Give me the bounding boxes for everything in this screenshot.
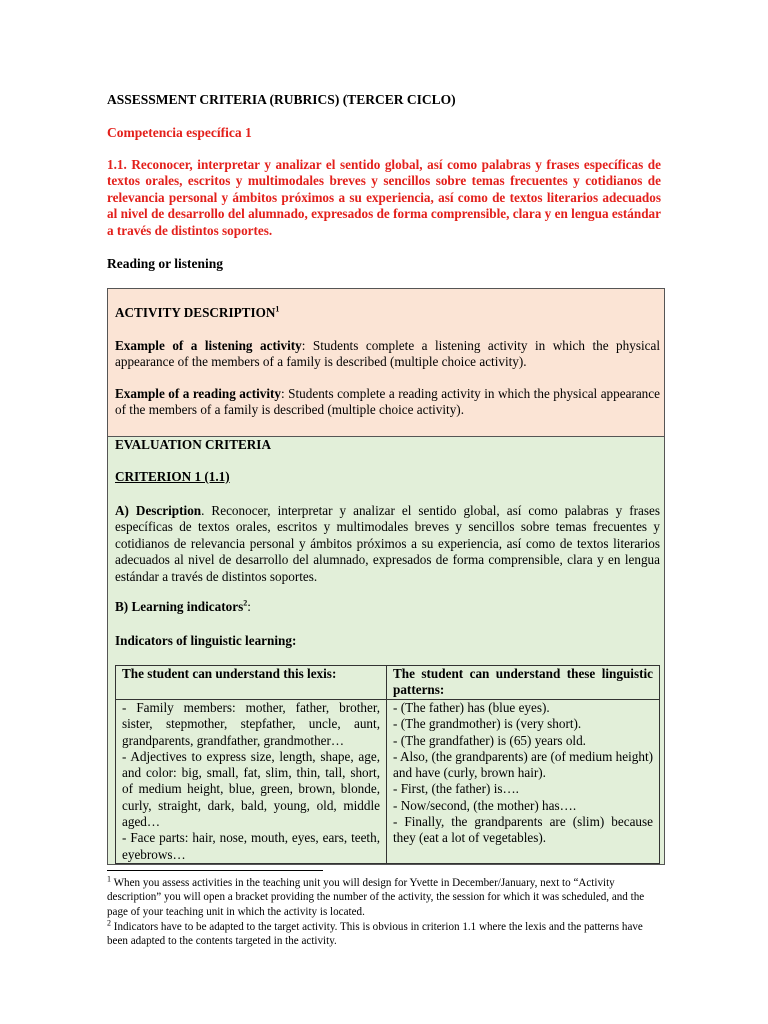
listening-text: : Students complete a listening activity in which the physical appearance of the members of a family is described (multiple choice activity). [115, 338, 661, 370]
learning-indicators-heading [115, 599, 660, 615]
page-title: ASSESSMENT CRITERIA (RUBRICS) (TERCER CICLO) [107, 92, 456, 107]
listening-example [115, 338, 660, 371]
lexis-item: - Adjectives to express size, length, shape, age, and color: big, small, fat, slim, thin, tall, short, of medium height, blue, green, brown, blonde, curly, straight, dark, bald, young, old, middle aged… [122, 748, 380, 830]
activity-heading-text: ACTIVITY DESCRIPTION [115, 305, 276, 320]
activity-description-box [107, 288, 665, 437]
evaluation-heading: EVALUATION CRITERIA [115, 437, 271, 452]
reading-label: Example of a reading activity [115, 386, 282, 401]
evaluation-criteria-box [107, 436, 665, 865]
footnote-text: When you assess activities in the teaching unit you will design for Yvette in December/January, next to “Activity description” you will open a bracket providing the number of the activity, the session for which it was scheduled, and the page of your teaching unit in which the activity is located. [107, 877, 645, 918]
footnote-2 [107, 920, 661, 949]
reading-example [115, 386, 660, 419]
table-row [116, 700, 660, 864]
pattern-item: - (The grandmother) is (very short). [393, 716, 582, 732]
footnote-1 [107, 876, 661, 919]
lexis-item: - Face parts: hair, nose, mouth, eyes, ears, teeth, eyebrows… [122, 830, 380, 862]
competencia-heading: Competencia específica 1 [107, 125, 252, 140]
description-text: . Reconocer, interpretar y analizar el sentido global, así como palabras y frases específicas de textos orales, escritos y multimodales breves y sencillos sobre temas frecuentes y cotidianos de relevancia personal y ámbitos próximos a su experiencia, así como de textos literarios adecuados al nivel de desarrollo del alumnado, expresados de forma comprensible, clara y en lengua estándar a través de distintos soportes. [115, 503, 660, 584]
patterns-cell [387, 700, 660, 864]
linguistic-learning-heading: Indicators of linguistic learning: [115, 633, 297, 648]
footnote-text: Indicators have to be adapted to the target activity. This is obvious in criterion 1.1 where the lexis and the patterns have been adapted to the contents targeted in the activity. [107, 921, 643, 948]
pattern-item: - First, (the father) is…. [393, 781, 519, 797]
lexis-cell [116, 700, 387, 864]
indicators-label: B) Learning indicators [115, 599, 244, 614]
lexis-header: The student can understand this lexis: [116, 666, 387, 700]
footnote-mark: 2 [107, 918, 111, 928]
table-header-row [116, 666, 660, 700]
pattern-item: - (The grandfather) is (65) years old. [393, 732, 586, 748]
footnote-mark: 1 [107, 874, 111, 884]
pattern-item: - Finally, the grandparents are (slim) because they (eat a lot of vegetables). [393, 814, 653, 846]
activity-heading [115, 305, 660, 321]
criterion-heading: CRITERION 1 (1.1) [115, 469, 230, 484]
description-label: A) Description [115, 503, 202, 518]
footnote-separator [107, 870, 323, 871]
listening-label: Example of a listening activity [115, 338, 302, 353]
reading-text: : Students complete a reading activity in which the physical appearance of the members of a family is described (multiple choice activity). [115, 386, 660, 418]
criterion-statement: 1.1. Reconocer, interpretar y analizar el sentido global, así como palabras y frases específicas de textos orales, escritos y multimodales breves y sencillos sobre temas frecuentes y cotidianos de relevancia personal y ámbitos próximos a su experiencia, así como de textos literarios adecuados al nivel de desarrollo del alumnado, expresados de forma comprensible, clara y en lengua estándar a través de distintos soportes. [107, 157, 661, 238]
indicators-table [115, 665, 660, 864]
pattern-item: - (The father) has (blue eyes). [393, 700, 550, 715]
pattern-item: - Now/second, (the mother) has…. [393, 797, 577, 813]
reading-heading: Reading or listening [107, 256, 224, 271]
footnote-ref-1: 1 [275, 304, 280, 314]
pattern-item: - Also, (the grandparents) are (of medium height) and have (curly, brown hair). [393, 748, 654, 781]
footnote-ref-2: 2 [243, 598, 248, 608]
indicators-colon: : [247, 599, 251, 614]
description-paragraph [115, 503, 660, 585]
patterns-header: The student can understand these linguistic patterns: [387, 666, 660, 700]
lexis-item: - Family members: mother, father, brother, sister, stepmother, stepfather, uncle, aunt, grandparents, grandfather, grandmother… [122, 700, 380, 748]
